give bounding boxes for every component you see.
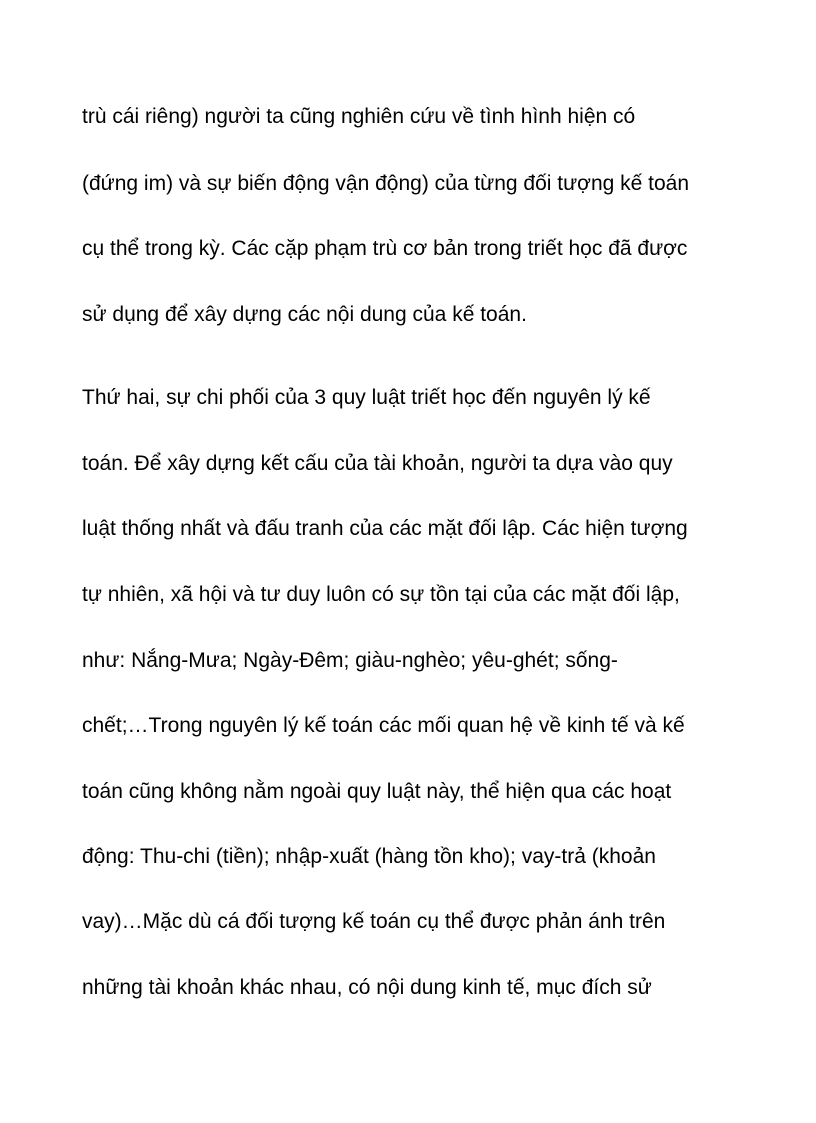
- text-line: những tài khoản khác nhau, có nội dung kinh tế, mục đích sử: [82, 976, 652, 999]
- text-line: toán cũng không nằm ngoài quy luật này, thể hiện qua các hoạt: [82, 780, 672, 803]
- text-line: như: Nắng-Mưa; Ngày-Đêm; giàu-nghèo; yêu-ghét; sống-: [82, 649, 618, 672]
- text-line: tự nhiên, xã hội và tư duy luôn có sự tồn tại của các mặt đối lập,: [82, 583, 680, 606]
- text-line: chết;…Trong nguyên lý kế toán các mối quan hệ về kinh tế và kế: [82, 714, 685, 737]
- text-line: trù cái riêng) người ta cũng nghiên cứu về tình hình hiện có: [82, 105, 636, 128]
- text-line: sử dụng để xây dựng các nội dung của kế toán.: [82, 303, 527, 326]
- text-line: cụ thể trong kỳ. Các cặp phạm trù cơ bản trong triết học đã được: [82, 237, 688, 260]
- text-line: Thứ hai, sự chi phối của 3 quy luật triết học đến nguyên lý kế: [82, 386, 651, 409]
- text-line: động: Thu-chi (tiền); nhập-xuất (hàng tồn kho); vay-trả (khoản: [82, 845, 656, 868]
- text-line: toán. Để xây dựng kết cấu của tài khoản, người ta dựa vào quy: [82, 452, 673, 475]
- text-line: (đứng im) và sự biến động vận động) của từng đối tượng kế toán: [82, 172, 690, 195]
- text-line: luật thống nhất và đấu tranh của các mặt đối lập. Các hiện tượng: [82, 517, 688, 540]
- text-line: vay)…Mặc dù cá đối tượng kế toán cụ thể được phản ánh trên: [82, 910, 666, 933]
